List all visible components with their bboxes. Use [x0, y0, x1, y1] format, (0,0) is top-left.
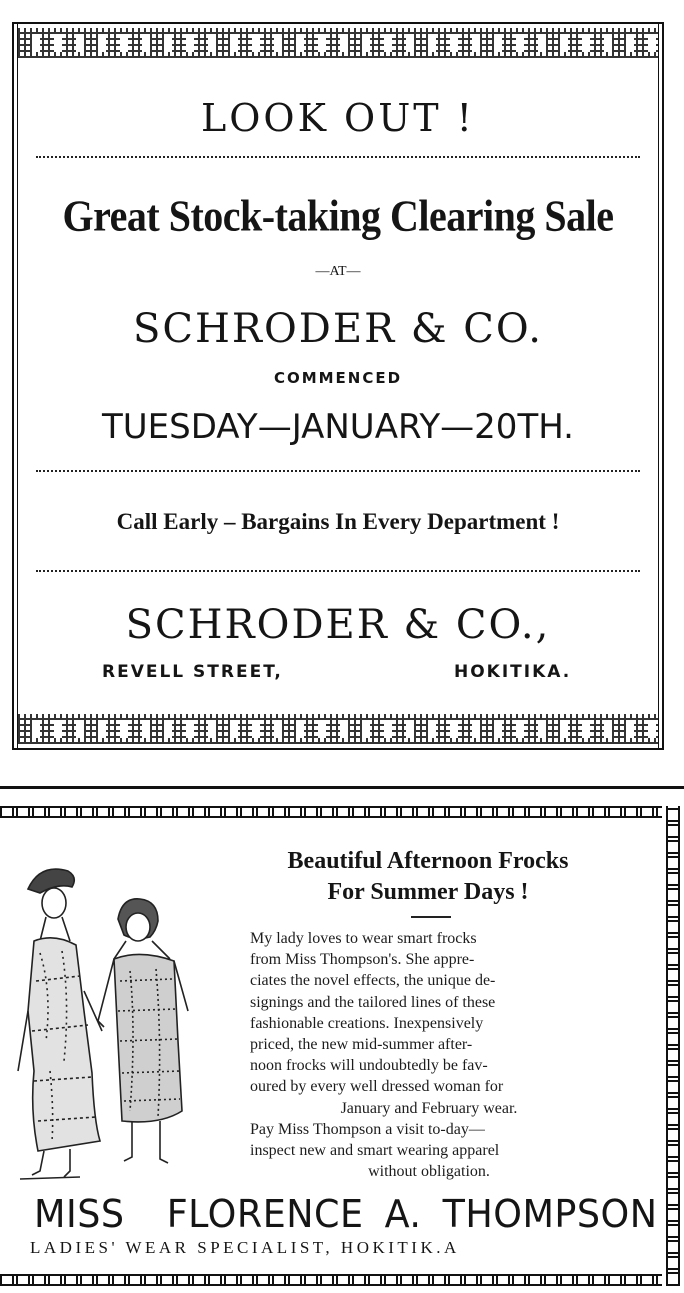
name-word: THOMPSON	[442, 1192, 658, 1236]
look-out-headline: LOOK OUT !	[201, 96, 475, 140]
body-line: signings and the tailored lines of these	[250, 993, 496, 1011]
headline-line: For Summer Days !	[327, 879, 529, 905]
body-line: Pay Miss Thompson a visit to-day—	[250, 1120, 485, 1138]
body-line: from Miss Thompson's. She appre-	[250, 951, 475, 969]
body-line: noon frocks will undoubtedly be fav-	[250, 1057, 488, 1075]
proprietor-name	[34, 1192, 658, 1236]
thompson-advertisement	[0, 786, 684, 1293]
schroder-advertisement	[12, 22, 664, 750]
name-word: FLORENCE	[166, 1192, 364, 1236]
body-line: inspect new and smart wearing apparel	[250, 1142, 500, 1160]
sale-title: Great Stock-taking Clearing Sale	[62, 190, 614, 241]
body-line: January and February wear.	[340, 1099, 518, 1117]
name-word: A.	[384, 1192, 422, 1236]
chain-border-bottom	[0, 1274, 662, 1286]
advert-body-copy	[250, 928, 608, 1182]
commenced-label: COMMENCED	[273, 369, 403, 387]
company-name: SCHRODER & CO.	[133, 306, 543, 352]
dotted-divider	[36, 570, 640, 572]
specialist-tagline: LADIES' WEAR SPECIALIST, HOKITIK.A	[30, 1238, 460, 1257]
body-line: oured by every well dressed woman for	[250, 1078, 504, 1096]
dotted-divider	[36, 156, 640, 158]
decorative-border-top	[18, 28, 658, 58]
chain-border-top	[0, 806, 662, 818]
sale-date: TUESDAY—JANUARY—20TH.	[102, 407, 574, 447]
decorative-border-bottom	[18, 714, 658, 744]
two-ladies-illustration	[10, 841, 200, 1186]
at-label: —AT—	[315, 264, 361, 279]
street-address: REVELL STREET,	[102, 662, 283, 682]
headline-line: Beautiful Afternoon Frocks	[287, 848, 569, 874]
short-divider	[411, 916, 451, 918]
column-rule	[0, 786, 684, 789]
town-name: HOKITIKA.	[454, 662, 572, 682]
body-line: fashionable creations. Inexpensively	[250, 1014, 484, 1032]
body-line: priced, the new mid-summer after-	[250, 1036, 473, 1054]
chain-border-right	[666, 806, 680, 1286]
name-word: MISS	[34, 1192, 125, 1236]
frocks-headline	[236, 846, 620, 908]
call-early-line: Call Early – Bargains In Every Department !	[116, 509, 560, 534]
body-line: My lady loves to wear smart frocks	[250, 930, 477, 947]
dotted-divider	[36, 470, 640, 472]
company-name-footer: SCHRODER & CO.,	[125, 602, 551, 648]
body-line: ciates the novel effects, the unique de-	[250, 972, 496, 990]
body-line: without obligation.	[368, 1163, 490, 1181]
